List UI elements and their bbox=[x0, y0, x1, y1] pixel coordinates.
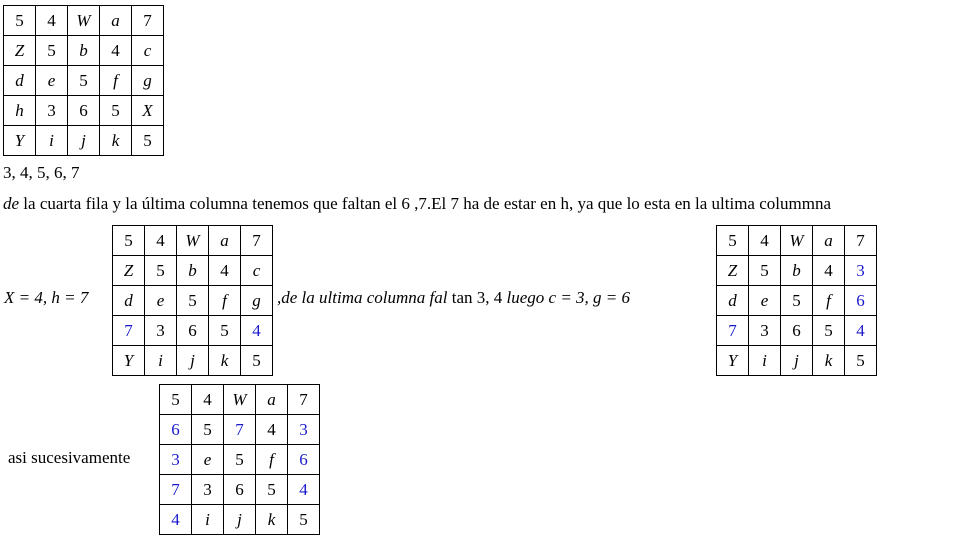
grid-row bbox=[4, 66, 164, 96]
grid-cell: Z bbox=[717, 256, 749, 286]
grid-cell: f bbox=[813, 286, 845, 316]
grid-row bbox=[4, 6, 164, 36]
grid-cell: 5 bbox=[256, 475, 288, 505]
grid-cell: f bbox=[209, 286, 241, 316]
grid-cell: W bbox=[177, 226, 209, 256]
grid-cell: 6 bbox=[781, 316, 813, 346]
grid-cell: Z bbox=[113, 256, 145, 286]
grid-cell: X bbox=[132, 96, 164, 126]
grid-cell: c bbox=[132, 36, 164, 66]
grid-cell: 4 bbox=[845, 316, 877, 346]
grid-cell: 3 bbox=[845, 256, 877, 286]
grid-cell: 5 bbox=[160, 385, 192, 415]
grid-row bbox=[160, 415, 320, 445]
grid-cell: e bbox=[36, 66, 68, 96]
grid-row bbox=[4, 96, 164, 126]
grid-cell: 5 bbox=[781, 286, 813, 316]
grid-cell: 4 bbox=[100, 36, 132, 66]
grid-cell: 4 bbox=[256, 415, 288, 445]
grid-cell: 5 bbox=[132, 126, 164, 156]
middle-luego: luego c = 3, g = 6 bbox=[502, 288, 631, 307]
grid-cell: d bbox=[717, 286, 749, 316]
grid-row bbox=[113, 256, 273, 286]
grid-row bbox=[717, 286, 877, 316]
grid-cell: 7 bbox=[160, 475, 192, 505]
grid-row bbox=[113, 226, 273, 256]
grid-cell: g bbox=[241, 286, 273, 316]
grid-2 bbox=[112, 225, 273, 376]
grid-cell: 5 bbox=[845, 346, 877, 376]
grid-cell: W bbox=[224, 385, 256, 415]
grid-cell: j bbox=[781, 346, 813, 376]
explanation-de: de bbox=[3, 194, 20, 213]
grid-cell: 6 bbox=[68, 96, 100, 126]
grid-cell: 5 bbox=[177, 286, 209, 316]
grid-cell: 4 bbox=[160, 505, 192, 535]
grid-cell: 5 bbox=[36, 36, 68, 66]
grid-row bbox=[160, 385, 320, 415]
grid-cell: 6 bbox=[177, 316, 209, 346]
grid-cell: 4 bbox=[145, 226, 177, 256]
grid-cell: f bbox=[100, 66, 132, 96]
grid-row bbox=[113, 316, 273, 346]
middle-nums: 3, 4 bbox=[476, 288, 503, 307]
grid-cell: i bbox=[749, 346, 781, 376]
grid-cell: 4 bbox=[36, 6, 68, 36]
grid-cell: 7 bbox=[717, 316, 749, 346]
grid-3 bbox=[716, 225, 877, 376]
grid-cell: 6 bbox=[224, 475, 256, 505]
grid-cell: 3 bbox=[145, 316, 177, 346]
grid-cell: 5 bbox=[224, 445, 256, 475]
grid-cell: b bbox=[781, 256, 813, 286]
grid-cell: 5 bbox=[4, 6, 36, 36]
grid-cell: 7 bbox=[113, 316, 145, 346]
middle-italic: ,de la ultima columna fal bbox=[277, 288, 448, 307]
grid-cell: j bbox=[68, 126, 100, 156]
explanation-line bbox=[3, 194, 831, 214]
grid-cell: 7 bbox=[241, 226, 273, 256]
grid-cell: 5 bbox=[288, 505, 320, 535]
grid-cell: 5 bbox=[68, 66, 100, 96]
grid-cell: 3 bbox=[192, 475, 224, 505]
grid-cell: 7 bbox=[132, 6, 164, 36]
grid-cell: 7 bbox=[224, 415, 256, 445]
grid-cell: W bbox=[68, 6, 100, 36]
grid-1 bbox=[3, 5, 164, 156]
grid-cell: 5 bbox=[717, 226, 749, 256]
grid-cell: b bbox=[177, 256, 209, 286]
grid-cell: 3 bbox=[288, 415, 320, 445]
grid-cell: 5 bbox=[100, 96, 132, 126]
grid-cell: 5 bbox=[192, 415, 224, 445]
grid-cell: k bbox=[256, 505, 288, 535]
grid-cell: f bbox=[256, 445, 288, 475]
grid-cell: e bbox=[145, 286, 177, 316]
grid-cell: c bbox=[241, 256, 273, 286]
grid-cell: 5 bbox=[113, 226, 145, 256]
grid-row bbox=[160, 505, 320, 535]
grid-cell: 4 bbox=[241, 316, 273, 346]
grid-cell: g bbox=[132, 66, 164, 96]
grid-cell: 5 bbox=[209, 316, 241, 346]
grid-cell: Z bbox=[4, 36, 36, 66]
middle-tan: tan bbox=[447, 288, 477, 307]
grid-cell: 5 bbox=[813, 316, 845, 346]
grid-cell: 5 bbox=[145, 256, 177, 286]
grid-cell: i bbox=[36, 126, 68, 156]
grid-row bbox=[717, 346, 877, 376]
grid-row bbox=[4, 126, 164, 156]
grid-cell: j bbox=[224, 505, 256, 535]
grid-cell: a bbox=[256, 385, 288, 415]
grid-row bbox=[717, 226, 877, 256]
grid-cell: 7 bbox=[845, 226, 877, 256]
grid-cell: j bbox=[177, 346, 209, 376]
grid-cell: k bbox=[813, 346, 845, 376]
asi-sucesivamente: asi sucesivamente bbox=[8, 448, 131, 467]
grid-cell: d bbox=[4, 66, 36, 96]
grid-cell: a bbox=[100, 6, 132, 36]
grid-cell: Y bbox=[4, 126, 36, 156]
grid-row bbox=[160, 445, 320, 475]
grid-row bbox=[113, 286, 273, 316]
grid-cell: 4 bbox=[192, 385, 224, 415]
grid-cell: k bbox=[209, 346, 241, 376]
digits-line: 3, 4, 5, 6, 7 bbox=[3, 163, 80, 182]
grid-row bbox=[160, 475, 320, 505]
grid-cell: 6 bbox=[288, 445, 320, 475]
grid-row bbox=[717, 316, 877, 346]
grid-cell: 5 bbox=[241, 346, 273, 376]
grid-cell: k bbox=[100, 126, 132, 156]
grid-cell: 3 bbox=[749, 316, 781, 346]
grid-4 bbox=[159, 384, 320, 535]
grid-cell: i bbox=[145, 346, 177, 376]
grid-cell: d bbox=[113, 286, 145, 316]
grid-cell: i bbox=[192, 505, 224, 535]
grid-cell: 4 bbox=[209, 256, 241, 286]
grid-cell: h bbox=[4, 96, 36, 126]
grid-cell: a bbox=[209, 226, 241, 256]
grid-cell: a bbox=[813, 226, 845, 256]
grid-cell: W bbox=[781, 226, 813, 256]
grid-cell: 3 bbox=[160, 445, 192, 475]
grid-cell: Y bbox=[717, 346, 749, 376]
equation-x-h: X = 4, h = 7 bbox=[4, 288, 89, 307]
grid-cell: 4 bbox=[749, 226, 781, 256]
grid-cell: 3 bbox=[36, 96, 68, 126]
grid-row bbox=[4, 36, 164, 66]
grid-cell: 4 bbox=[288, 475, 320, 505]
grid-row bbox=[717, 256, 877, 286]
grid-cell: 7 bbox=[288, 385, 320, 415]
grid-cell: 4 bbox=[813, 256, 845, 286]
grid-cell: e bbox=[192, 445, 224, 475]
grid-cell: b bbox=[68, 36, 100, 66]
grid-cell: e bbox=[749, 286, 781, 316]
grid-cell: 6 bbox=[845, 286, 877, 316]
grid-cell: Y bbox=[113, 346, 145, 376]
explanation-text: la cuarta fila y la última columna tenemos que faltan el 6 ,7.El 7 ha de estar en h, ya que lo esta en la ultima colummna bbox=[19, 194, 831, 213]
grid-cell: 6 bbox=[160, 415, 192, 445]
grid-cell: 5 bbox=[749, 256, 781, 286]
grid-row bbox=[113, 346, 273, 376]
middle-text bbox=[277, 288, 630, 308]
